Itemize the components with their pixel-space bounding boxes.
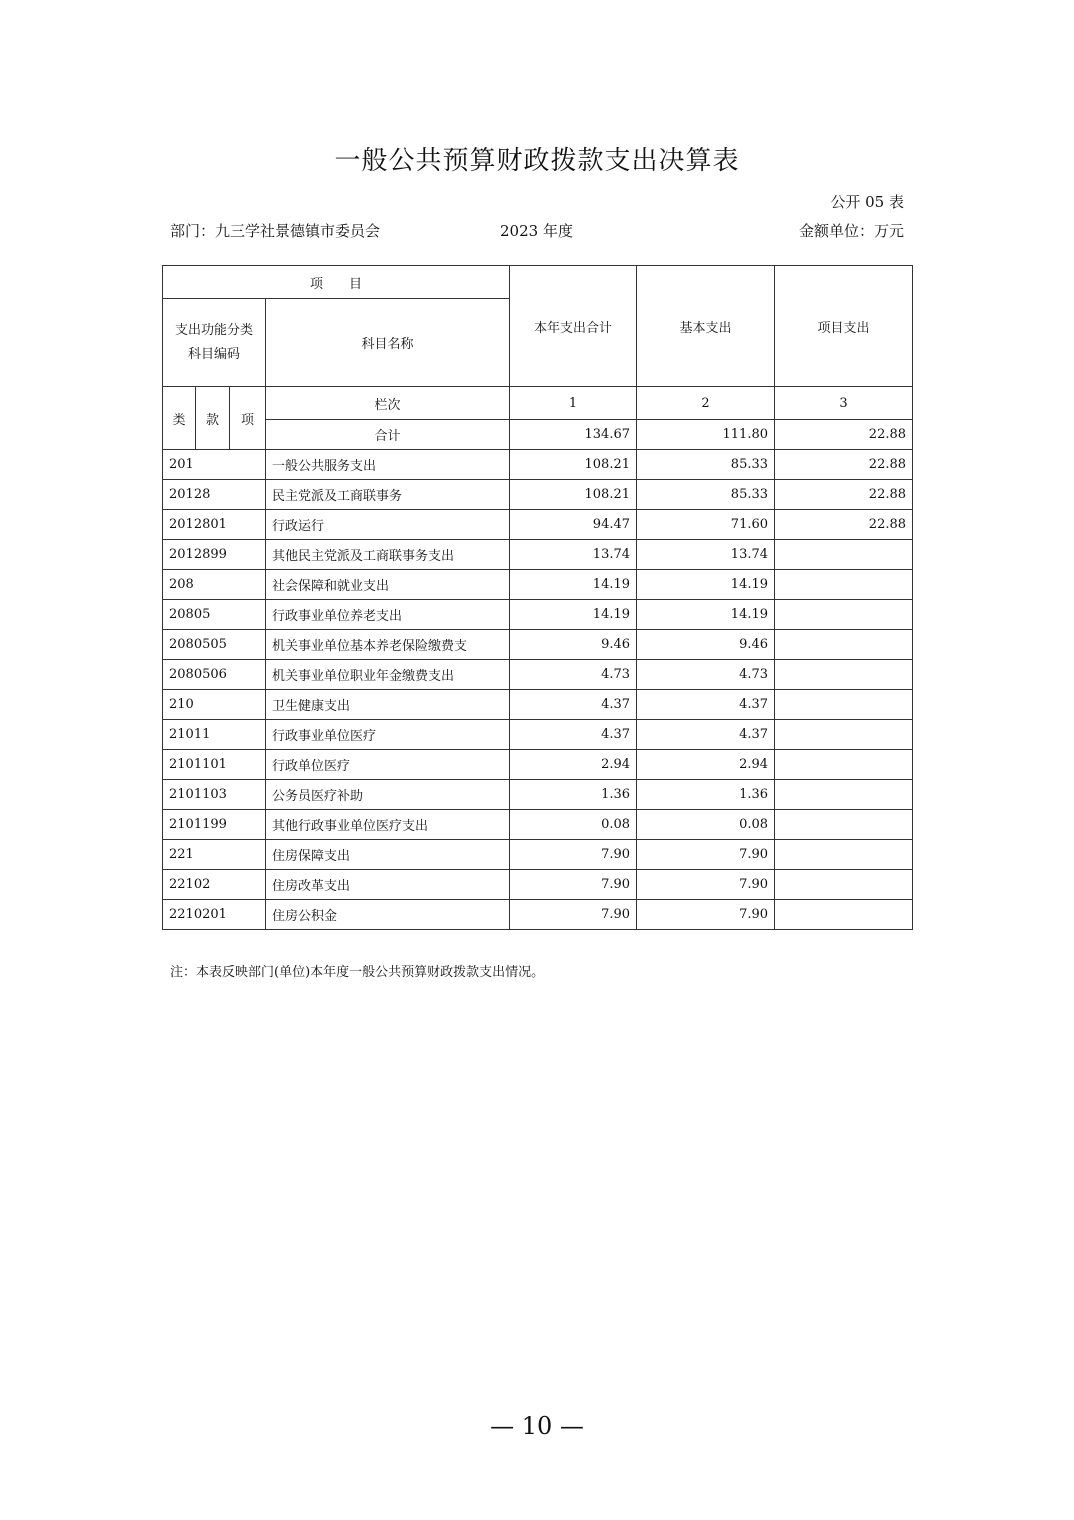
expenditure-table	[162, 265, 913, 930]
department-label: 部门：九三学社景德镇市委员会	[170, 222, 381, 240]
row-code: 2012899	[163, 540, 266, 570]
header-subject-name: 科目名称	[266, 299, 510, 387]
row-subject-name: 一般公共服务支出	[266, 450, 510, 480]
row-project	[775, 840, 913, 870]
row-total: 4.73	[510, 660, 637, 690]
row-subject-name: 机关事业单位职业年金缴费支出	[266, 660, 510, 690]
header-category: 类	[163, 387, 196, 450]
row-basic: 1.36	[637, 780, 775, 810]
row-project: 22.88	[775, 480, 913, 510]
row-project	[775, 540, 913, 570]
row-project	[775, 810, 913, 840]
row-code: 22102	[163, 870, 266, 900]
row-code: 2080505	[163, 630, 266, 660]
row-project	[775, 690, 913, 720]
row-code: 221	[163, 840, 266, 870]
row-total: 4.37	[510, 690, 637, 720]
row-basic: 71.60	[637, 510, 775, 540]
table-row	[163, 540, 913, 570]
table-row	[163, 750, 913, 780]
table-note: 注：本表反映部门(单位)本年度一般公共预算财政拨款支出情况。	[170, 965, 545, 980]
row-project	[775, 600, 913, 630]
row-total: 13.74	[510, 540, 637, 570]
row-basic: 14.19	[637, 600, 775, 630]
row-subject-name: 行政事业单位医疗	[266, 720, 510, 750]
row-code: 21011	[163, 720, 266, 750]
col-number-2: 2	[637, 387, 775, 420]
table-header	[163, 266, 913, 450]
row-total: 4.37	[510, 720, 637, 750]
total-basic: 111.80	[637, 420, 775, 450]
row-basic: 85.33	[637, 480, 775, 510]
row-subject-name: 住房公积金	[266, 900, 510, 930]
table-row	[163, 720, 913, 750]
row-project	[775, 870, 913, 900]
total-label: 合计	[266, 420, 510, 450]
row-subject-name: 机关事业单位基本养老保险缴费支	[266, 630, 510, 660]
fiscal-year: 2023 年度	[500, 222, 573, 240]
row-code: 210	[163, 690, 266, 720]
table-row	[163, 510, 913, 540]
row-subject-name: 公务员医疗补助	[266, 780, 510, 810]
table-row	[163, 480, 913, 510]
header-section: 款	[196, 387, 230, 450]
row-subject-name: 住房改革支出	[266, 870, 510, 900]
row-basic: 13.74	[637, 540, 775, 570]
row-project	[775, 750, 913, 780]
row-basic: 4.37	[637, 720, 775, 750]
form-number: 公开 05 表	[830, 193, 904, 211]
row-total: 0.08	[510, 810, 637, 840]
table-row	[163, 810, 913, 840]
row-subject-name: 行政运行	[266, 510, 510, 540]
page-number: — 10 —	[490, 1412, 584, 1440]
row-basic: 7.90	[637, 870, 775, 900]
table-row	[163, 840, 913, 870]
row-basic: 4.37	[637, 690, 775, 720]
row-total: 1.36	[510, 780, 637, 810]
table-row	[163, 780, 913, 810]
table-row	[163, 660, 913, 690]
row-code: 2101103	[163, 780, 266, 810]
row-subject-name: 行政单位医疗	[266, 750, 510, 780]
row-total: 7.90	[510, 870, 637, 900]
header-item: 项 目	[163, 266, 510, 299]
row-subject-name: 其他行政事业单位医疗支出	[266, 810, 510, 840]
row-subject-name: 卫生健康支出	[266, 690, 510, 720]
row-total: 2.94	[510, 750, 637, 780]
row-basic: 85.33	[637, 450, 775, 480]
table-row	[163, 570, 913, 600]
col-number-3: 3	[775, 387, 913, 420]
row-basic: 0.08	[637, 810, 775, 840]
row-total: 108.21	[510, 480, 637, 510]
header-func-code: 支出功能分类科目编码	[163, 299, 266, 387]
total-amount: 134.67	[510, 420, 637, 450]
row-subject-name: 其他民主党派及工商联事务支出	[266, 540, 510, 570]
row-project: 22.88	[775, 510, 913, 540]
row-total: 7.90	[510, 900, 637, 930]
row-total: 7.90	[510, 840, 637, 870]
header-total: 本年支出合计	[510, 266, 637, 387]
row-project	[775, 570, 913, 600]
row-code: 2080506	[163, 660, 266, 690]
row-project	[775, 660, 913, 690]
col-number-1: 1	[510, 387, 637, 420]
header-project: 项目支出	[775, 266, 913, 387]
row-basic: 9.46	[637, 630, 775, 660]
row-total: 94.47	[510, 510, 637, 540]
row-code: 2101101	[163, 750, 266, 780]
row-code: 20128	[163, 480, 266, 510]
row-subject-name: 民主党派及工商联事务	[266, 480, 510, 510]
row-total: 108.21	[510, 450, 637, 480]
table-row	[163, 900, 913, 930]
amount-unit: 金额单位：万元	[798, 222, 904, 240]
row-project	[775, 900, 913, 930]
header-basic: 基本支出	[637, 266, 775, 387]
header-lanci: 栏次	[266, 387, 510, 420]
table-row	[163, 870, 913, 900]
row-code: 208	[163, 570, 266, 600]
row-subject-name: 住房保障支出	[266, 840, 510, 870]
row-code: 2101199	[163, 810, 266, 840]
row-project	[775, 720, 913, 750]
row-code: 2210201	[163, 900, 266, 930]
row-code: 20805	[163, 600, 266, 630]
row-code: 2012801	[163, 510, 266, 540]
row-total: 14.19	[510, 600, 637, 630]
row-project	[775, 780, 913, 810]
row-code: 201	[163, 450, 266, 480]
row-basic: 4.73	[637, 660, 775, 690]
row-project: 22.88	[775, 450, 913, 480]
total-project: 22.88	[775, 420, 913, 450]
row-basic: 2.94	[637, 750, 775, 780]
page-title: 一般公共预算财政拨款支出决算表	[334, 146, 740, 176]
row-basic: 7.90	[637, 840, 775, 870]
table-row	[163, 630, 913, 660]
row-subject-name: 社会保障和就业支出	[266, 570, 510, 600]
row-project	[775, 630, 913, 660]
table-row	[163, 690, 913, 720]
row-basic: 14.19	[637, 570, 775, 600]
row-basic: 7.90	[637, 900, 775, 930]
table-row	[163, 450, 913, 480]
row-total: 14.19	[510, 570, 637, 600]
header-item-code: 项	[230, 387, 266, 450]
row-subject-name: 行政事业单位养老支出	[266, 600, 510, 630]
row-total: 9.46	[510, 630, 637, 660]
table-body	[163, 450, 913, 930]
table-row	[163, 600, 913, 630]
